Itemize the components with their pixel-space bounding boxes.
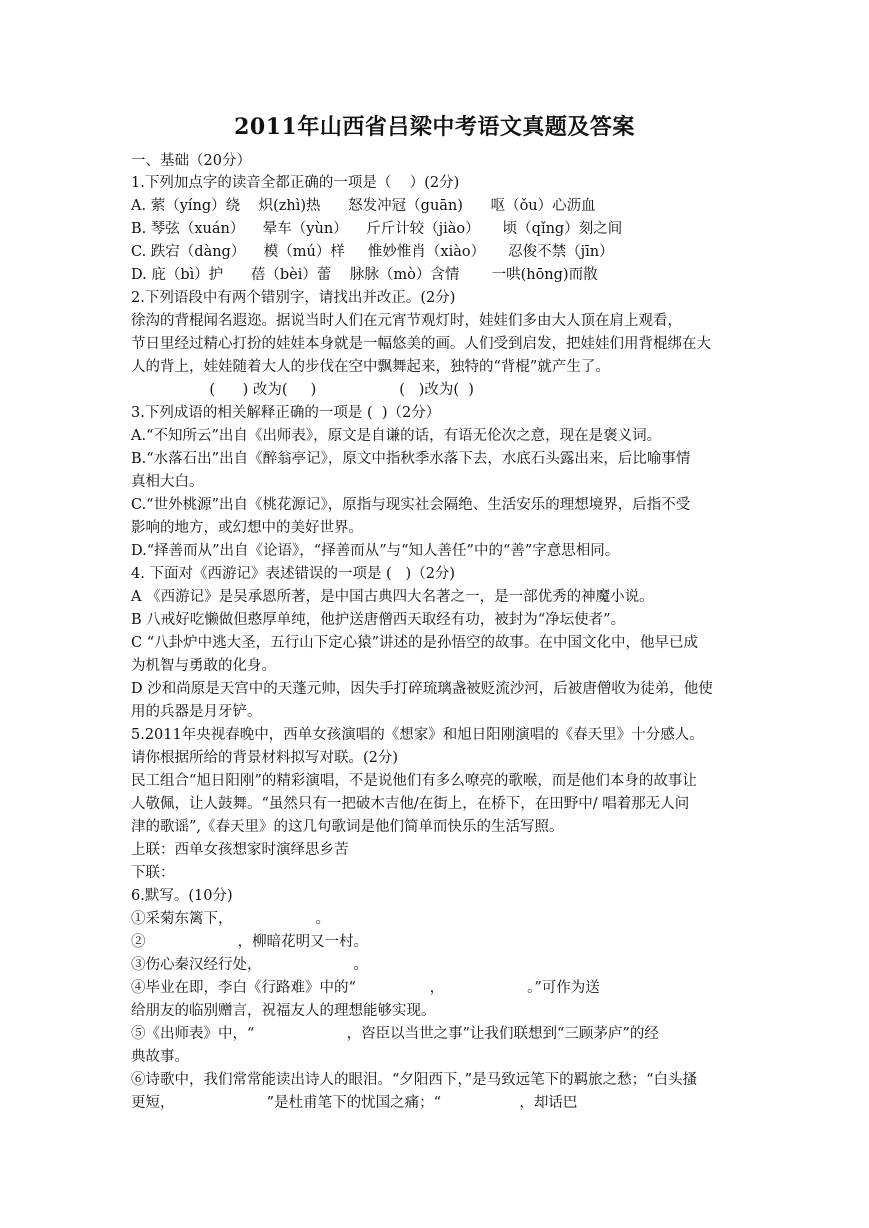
text-line: ③伤心秦汉经行处， 。 [131, 957, 369, 973]
text-line: 典故事。 [131, 1049, 189, 1065]
text-line: 更短， ”是杜甫笔下的忧国之痛；“ ，却话巴 [131, 1095, 578, 1111]
text-line: D.“择善而从”出自《论语》，“择善而从”与“知人善任”中的“善”字意思相同。 [131, 543, 620, 559]
text-line: 民工组合“旭日阳刚”的精彩演唱，不是说他们有多么嘹亮的歌喉，而是他们本身的故事让 [131, 773, 697, 789]
text-line: 人敬佩，让人鼓舞。“虽然只有一把破木吉他/在街上，在桥下，在田野中/ 唱着那无人问 [131, 796, 690, 812]
text-line: ( ) 改为( ) ( )改为( ) [131, 382, 474, 398]
text-line: ①采菊东篱下， 。 [131, 911, 330, 927]
text-line: B 八戒好吃懒做但憨厚单纯，他护送唐僧西天取经有功，被封为“净坛使者”。 [131, 612, 626, 628]
text-line: ⑥诗歌中，我们常常能读出诗人的眼泪。“夕阳西下，”是马致远笔下的羁旅之愁；“白头搔 [131, 1072, 697, 1088]
text-line: 用的兵器是月牙铲。 [131, 704, 262, 720]
text-line: 真相大白。 [131, 474, 204, 490]
text-line: 请你根据所给的背景材料拟写对联。(2分) [131, 750, 399, 766]
text-line: 6.默写。(10分) [131, 888, 233, 904]
text-line: 给朋友的临别赠言，祝福友人的理想能够实现。 [131, 1003, 436, 1019]
text-line: ④毕业在即，李白《行路难》中的“ ， 。”可作为送 [131, 980, 600, 996]
page-title: 2011年山西省吕梁中考语文真题及答案 [234, 114, 635, 140]
text-line: A 《西游记》是吴承恩所著，是中国古典四大名著之一，是一部优秀的神魔小说。 [131, 589, 654, 605]
text-line: 津的歌谣”,《春天里》的这几句歌词是他们简单而快乐的生活写照。 [131, 819, 564, 835]
text-line: A.“不知所云”出自《出师表》，原文是自谦的话，有语无伦次之意，现在是褒义词。 [131, 428, 662, 444]
text-line: 徐沟的背棍闻名遐迩。据说当时人们在元宵节观灯时，娃娃们多由大人顶在肩上观看， [131, 313, 682, 329]
text-line: 上联：西单女孩想家时演绎思乡苦 [131, 842, 349, 858]
text-line: B.“水落石出”出自《醉翁亭记》，原文中指秋季水落下去，水底石头露出来，后比喻事情 [131, 451, 691, 467]
text-line: 一、基础（20分） [131, 153, 251, 169]
text-line: ② ，柳暗花明又一村。 [131, 934, 369, 950]
text-line: 5.2011年央视春晚中，西单女孩演唱的《想家》和旭日阳刚演唱的《春天里》十分感人。 [131, 727, 704, 743]
text-line: 4. 下面对《西游记》表述错误的一项是 ( )（2分) [131, 566, 456, 582]
text-line: 影响的地方，或幻想中的美好世界。 [131, 520, 363, 536]
text-line: 人的背上，娃娃随着大人的步伐在空中飘舞起来，独特的“背棍”就产生了。 [131, 359, 610, 375]
text-line: A. 萦（yíng）绕 炽(zhì)热 怒发冲冠（guān) 呕（ǒu）心沥血 [131, 198, 596, 214]
text-line: C.“世外桃源”出自《桃花源记》，原指与现实社会隔绝、生活安乐的理想境界，后指不受 [131, 497, 691, 513]
text-line: 1.下列加点字的读音全都正确的一项是（ ）(2分) [131, 175, 460, 191]
text-line: B. 琴弦（xuán） 晕车（yùn） 斤斤计较（jiào） 顷（qǐng）刻之间 [131, 221, 623, 237]
text-line: 3.下列成语的相关解释正确的一项是 ( )（2分） [131, 405, 441, 421]
text-line: D. 庇（bì）护 蓓（bèi）蕾 脉脉（mò）含情 一哄(hōng)而散 [131, 267, 598, 283]
text-line: ⑤《出师表》中，“ ，咨臣以当世之事”让我们联想到“三顾茅庐”的经 [131, 1026, 659, 1042]
text-line: 下联： [131, 865, 175, 881]
text-line: C “八卦炉中逃大圣，五行山下定心猿”讲述的是孙悟空的故事。在中国文化中，他早已成 [131, 635, 699, 651]
text-line: C. 跌宕（dàng） 模（mú）样 惟妙惟肖（xiào） 忍俊不禁（jīn） [131, 244, 614, 260]
text-line: 2.下列语段中有两个错别字，请找出并改正。(2分) [131, 290, 456, 306]
text-line: D 沙和尚原是天宫中的天蓬元帅，因失手打碎琉璃盏被贬流沙河，后被唐僧收为徒弟，他使 [131, 681, 713, 697]
text-line: 节日里经过精心打扮的娃娃本身就是一幅悠美的画。人们受到启发，把娃娃们用背棍绑在大 [131, 336, 711, 352]
text-line: 为机智与勇敢的化身。 [131, 658, 276, 674]
